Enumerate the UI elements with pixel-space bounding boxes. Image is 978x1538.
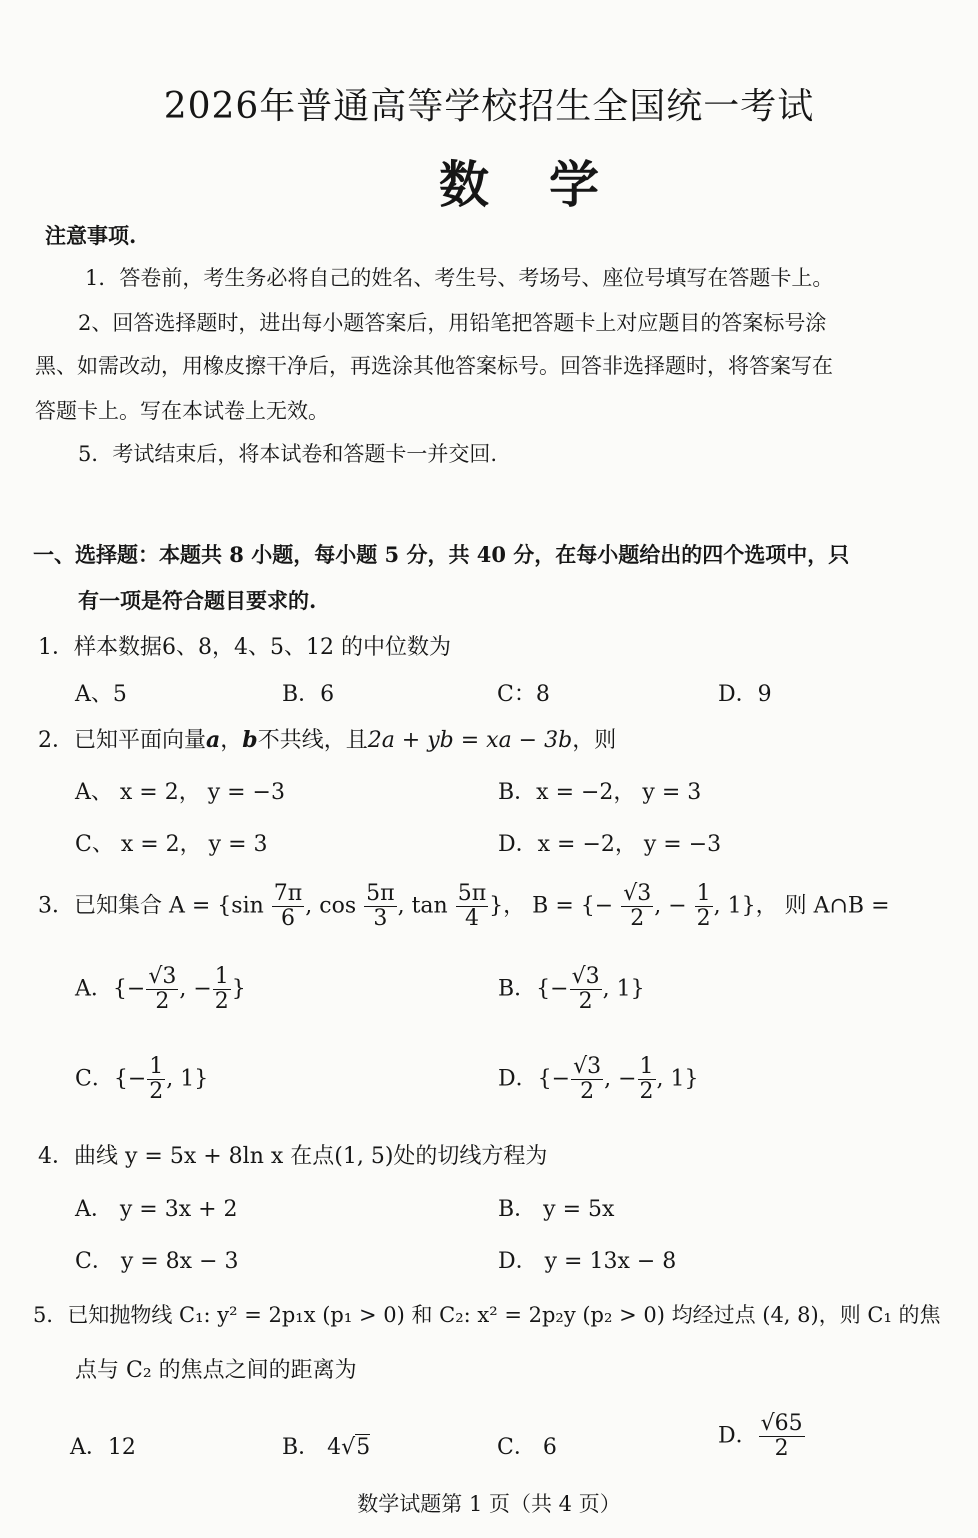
question-1-option-a: A、5: [75, 682, 127, 707]
question-4-option-d: D． y = 13x − 8: [498, 1249, 677, 1274]
question-3-option-a: A．{− $\frac{√3}{2}$ , − $\frac{1}{2}$ }: [75, 964, 246, 1015]
question-2-text-3: ，则: [572, 728, 617, 753]
option-c-fraction-1: $\frac{1}{2}$: [149, 1054, 164, 1105]
question-5-option-d: D． $\frac{√65}{2}$: [718, 1411, 803, 1462]
option-a-fraction-1: $\frac{√3}{2}$: [148, 964, 177, 1015]
question-2-option-c: C、 x = 2， y = 3: [75, 832, 268, 857]
question-5-option-b: B． 4√5: [282, 1435, 371, 1460]
notice-item-2-line-3: 答题卡上。写在本试卷上无效。: [35, 399, 329, 423]
question-3-option-c: C．{− $\frac{1}{2}$ , 1}: [75, 1054, 209, 1105]
question-4-option-c: C． y = 8x − 3: [75, 1249, 239, 1274]
question-4-option-b: B． y = 5x: [498, 1197, 615, 1222]
notice-item-5: 5．考试结束后，将本试卷和答题卡一并交回.: [78, 442, 498, 466]
question-2-option-a: A、 x = 2， y = −3: [75, 780, 285, 805]
fraction-sqrt3-2: $\frac{√3}{2}$: [623, 881, 652, 932]
option-d-sqrt65-over-2: $\frac{√65}{2}$: [760, 1411, 803, 1462]
question-5-option-c: C． 6: [497, 1435, 557, 1460]
notice-heading: 注意事项.: [45, 223, 137, 248]
question-3-text-2: , cos: [305, 893, 357, 919]
question-2-text-1: 已知平面向量: [74, 728, 207, 753]
question-4-option-a: A． y = 3x + 2: [75, 1197, 238, 1222]
section-heading-line-2: 有一项是符合题目要求的.: [78, 588, 317, 613]
question-5-option-a: A．12: [70, 1435, 136, 1460]
question-5-stem-line-2: 点与 C₂ 的焦点之间的距离为: [75, 1358, 357, 1383]
question-3-text-6: , 1}， 则 A∩B =: [713, 893, 890, 919]
question-2-equation: 2a + yb = xa − 3b: [367, 728, 573, 753]
question-3-text-1: 已知集合 A = {sin: [74, 893, 264, 919]
question-3-stem: [38, 882, 890, 931]
question-2-option-b: B．x = −2， y = 3: [498, 780, 702, 805]
question-1-option-b: B．6: [282, 682, 335, 707]
vector-a: a: [206, 727, 221, 753]
fraction-5pi-4: $\frac{5\pi}{4}$: [457, 881, 487, 932]
option-a-fraction-2: $\frac{1}{2}$: [214, 964, 229, 1015]
question-2-number: 2．: [38, 728, 74, 753]
question-3-option-d: D．{− $\frac{√3}{2}$ , − $\frac{1}{2}$ , 1}: [498, 1054, 699, 1105]
page-footer: 数学试题第 1 页（共 4 页）: [357, 1492, 621, 1516]
fraction-1-2: $\frac{1}{2}$: [696, 881, 711, 932]
option-b-fraction-1: $\frac{√3}{2}$: [571, 964, 600, 1015]
fraction-5pi-3: $\frac{5\pi}{3}$: [366, 881, 395, 932]
vector-b: b: [242, 727, 258, 753]
exam-title: 2026年普通高等学校招生全国统一考试: [163, 86, 815, 127]
notice-item-2-line-1: 2、回答选择题时，进出每小题答案后，用铅笔把答题卡上对应题目的答案标号涂: [78, 311, 827, 335]
question-2-stem: [38, 723, 616, 754]
subject-title: 数学: [439, 155, 659, 214]
question-3-text-5: , −: [654, 893, 687, 919]
radicand-5: 5: [356, 1435, 371, 1460]
option-d-fraction-2: $\frac{1}{2}$: [639, 1054, 654, 1105]
question-3-text-4: }， B = {−: [489, 893, 614, 919]
question-2-option-d: D．x = −2， y = −3: [498, 832, 722, 857]
question-1-option-c: C：8: [497, 682, 550, 707]
question-3-text-3: , tan: [397, 893, 448, 919]
question-2-comma: ，: [220, 728, 243, 753]
notice-item-2-line-2: 黑、如需改动，用橡皮擦干净后，再选涂其他答案标号。回答非选择题时，将答案写在: [35, 354, 833, 378]
question-3-number: 3．: [38, 893, 74, 919]
question-1-stem: 1．样本数据6、8，4、5、12 的中位数为: [38, 635, 451, 660]
question-2-text-2: 不共线，且: [257, 728, 368, 753]
question-5-stem-line-1: 5．已知抛物线 C₁: y² = 2p₁x (p₁ > 0) 和 C₂: x² = 2p₂y (p₂ > 0) 均经过点 (4, 8)，则 C₁ 的焦: [33, 1303, 941, 1327]
option-d-fraction-1: $\frac{√3}{2}$: [573, 1054, 602, 1105]
fraction-7pi-6: $\frac{7\pi}{6}$: [273, 881, 303, 932]
question-4-stem: 4．曲线 y = 5x + 8ln x 在点(1, 5)处的切线方程为: [38, 1144, 548, 1169]
question-3-option-b: B．{− $\frac{√3}{2}$ , 1}: [498, 964, 645, 1015]
question-1-option-d: D．9: [718, 682, 772, 707]
notice-item-1: 1．答卷前，考生务必将自己的姓名、考生号、考场号、座位号填写在答题卡上。: [85, 266, 834, 290]
section-heading-line-1: 一、选择题：本题共 8 小题，每小题 5 分，共 40 分，在每小题给出的四个选项中，只: [33, 542, 850, 567]
